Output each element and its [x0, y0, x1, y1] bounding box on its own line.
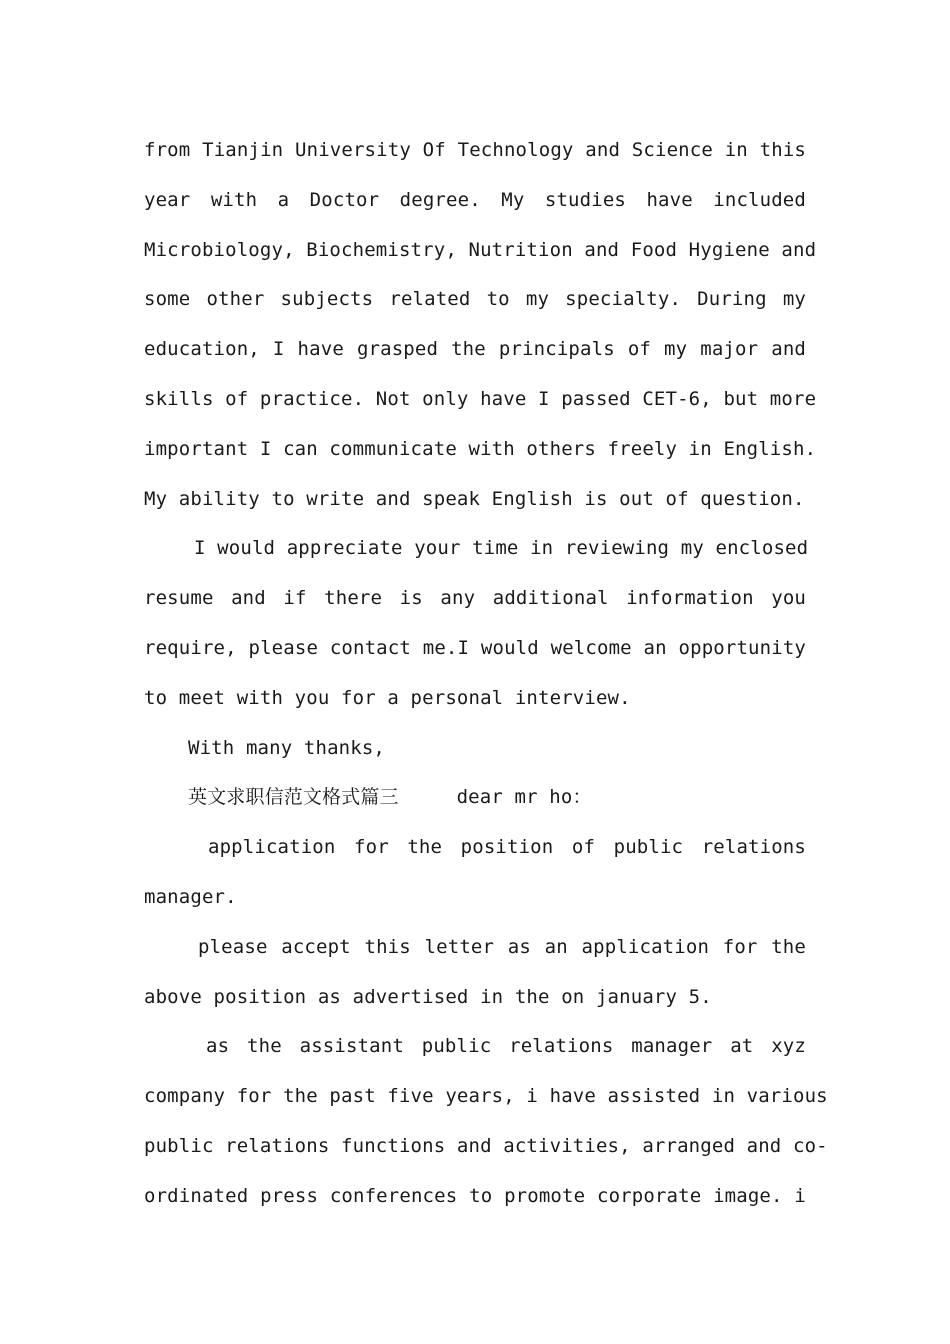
text-line: some other subjects related to my specialty. During my [144, 288, 806, 311]
text-line: skills of practice. Not only have I passed CET-6, but more [144, 387, 817, 410]
text-line: public relations functions and activities, arranged and co- [144, 1134, 828, 1157]
text-line: My ability to write and speak English is out of question. [144, 487, 805, 510]
text-line: ordinated press conferences to promote corporate image. i [144, 1184, 806, 1207]
text-line: above position as advertised in the on january 5. [144, 985, 712, 1008]
text-line: important I can communicate with others freely in English. [144, 437, 817, 460]
body-text [144, 126, 828, 1222]
text-line: education, I have grasped the principals of my major and [144, 338, 806, 361]
text-line: year with a Doctor degree. My studies have included [144, 188, 806, 211]
text-line: as the assistant public relations manager at xyz [206, 1035, 806, 1058]
text-line: to meet with you for a personal interview. [144, 686, 631, 709]
text-line: require, please contact me.I would welcome an opportunity [144, 636, 806, 659]
text-line: I would appreciate your time in reviewing my enclosed [194, 537, 809, 560]
text-line: please accept this letter as an application for the [198, 935, 806, 958]
text-line: manager. [144, 885, 237, 908]
text-line: resume and if there is any additional information you [144, 587, 806, 610]
text-line: application for the position of public relations [208, 836, 806, 859]
text-line: from Tianjin University Of Technology and Science in this [144, 139, 806, 161]
text-line: With many thanks, [188, 736, 386, 759]
section-heading-line: 英文求职信范文格式篇三 dear mr ho： [188, 786, 592, 809]
text-line: Microbiology, Biochemistry, Nutrition and Food Hygiene and [144, 238, 817, 261]
text-line: company for the past five years, i have assisted in various [144, 1085, 828, 1108]
